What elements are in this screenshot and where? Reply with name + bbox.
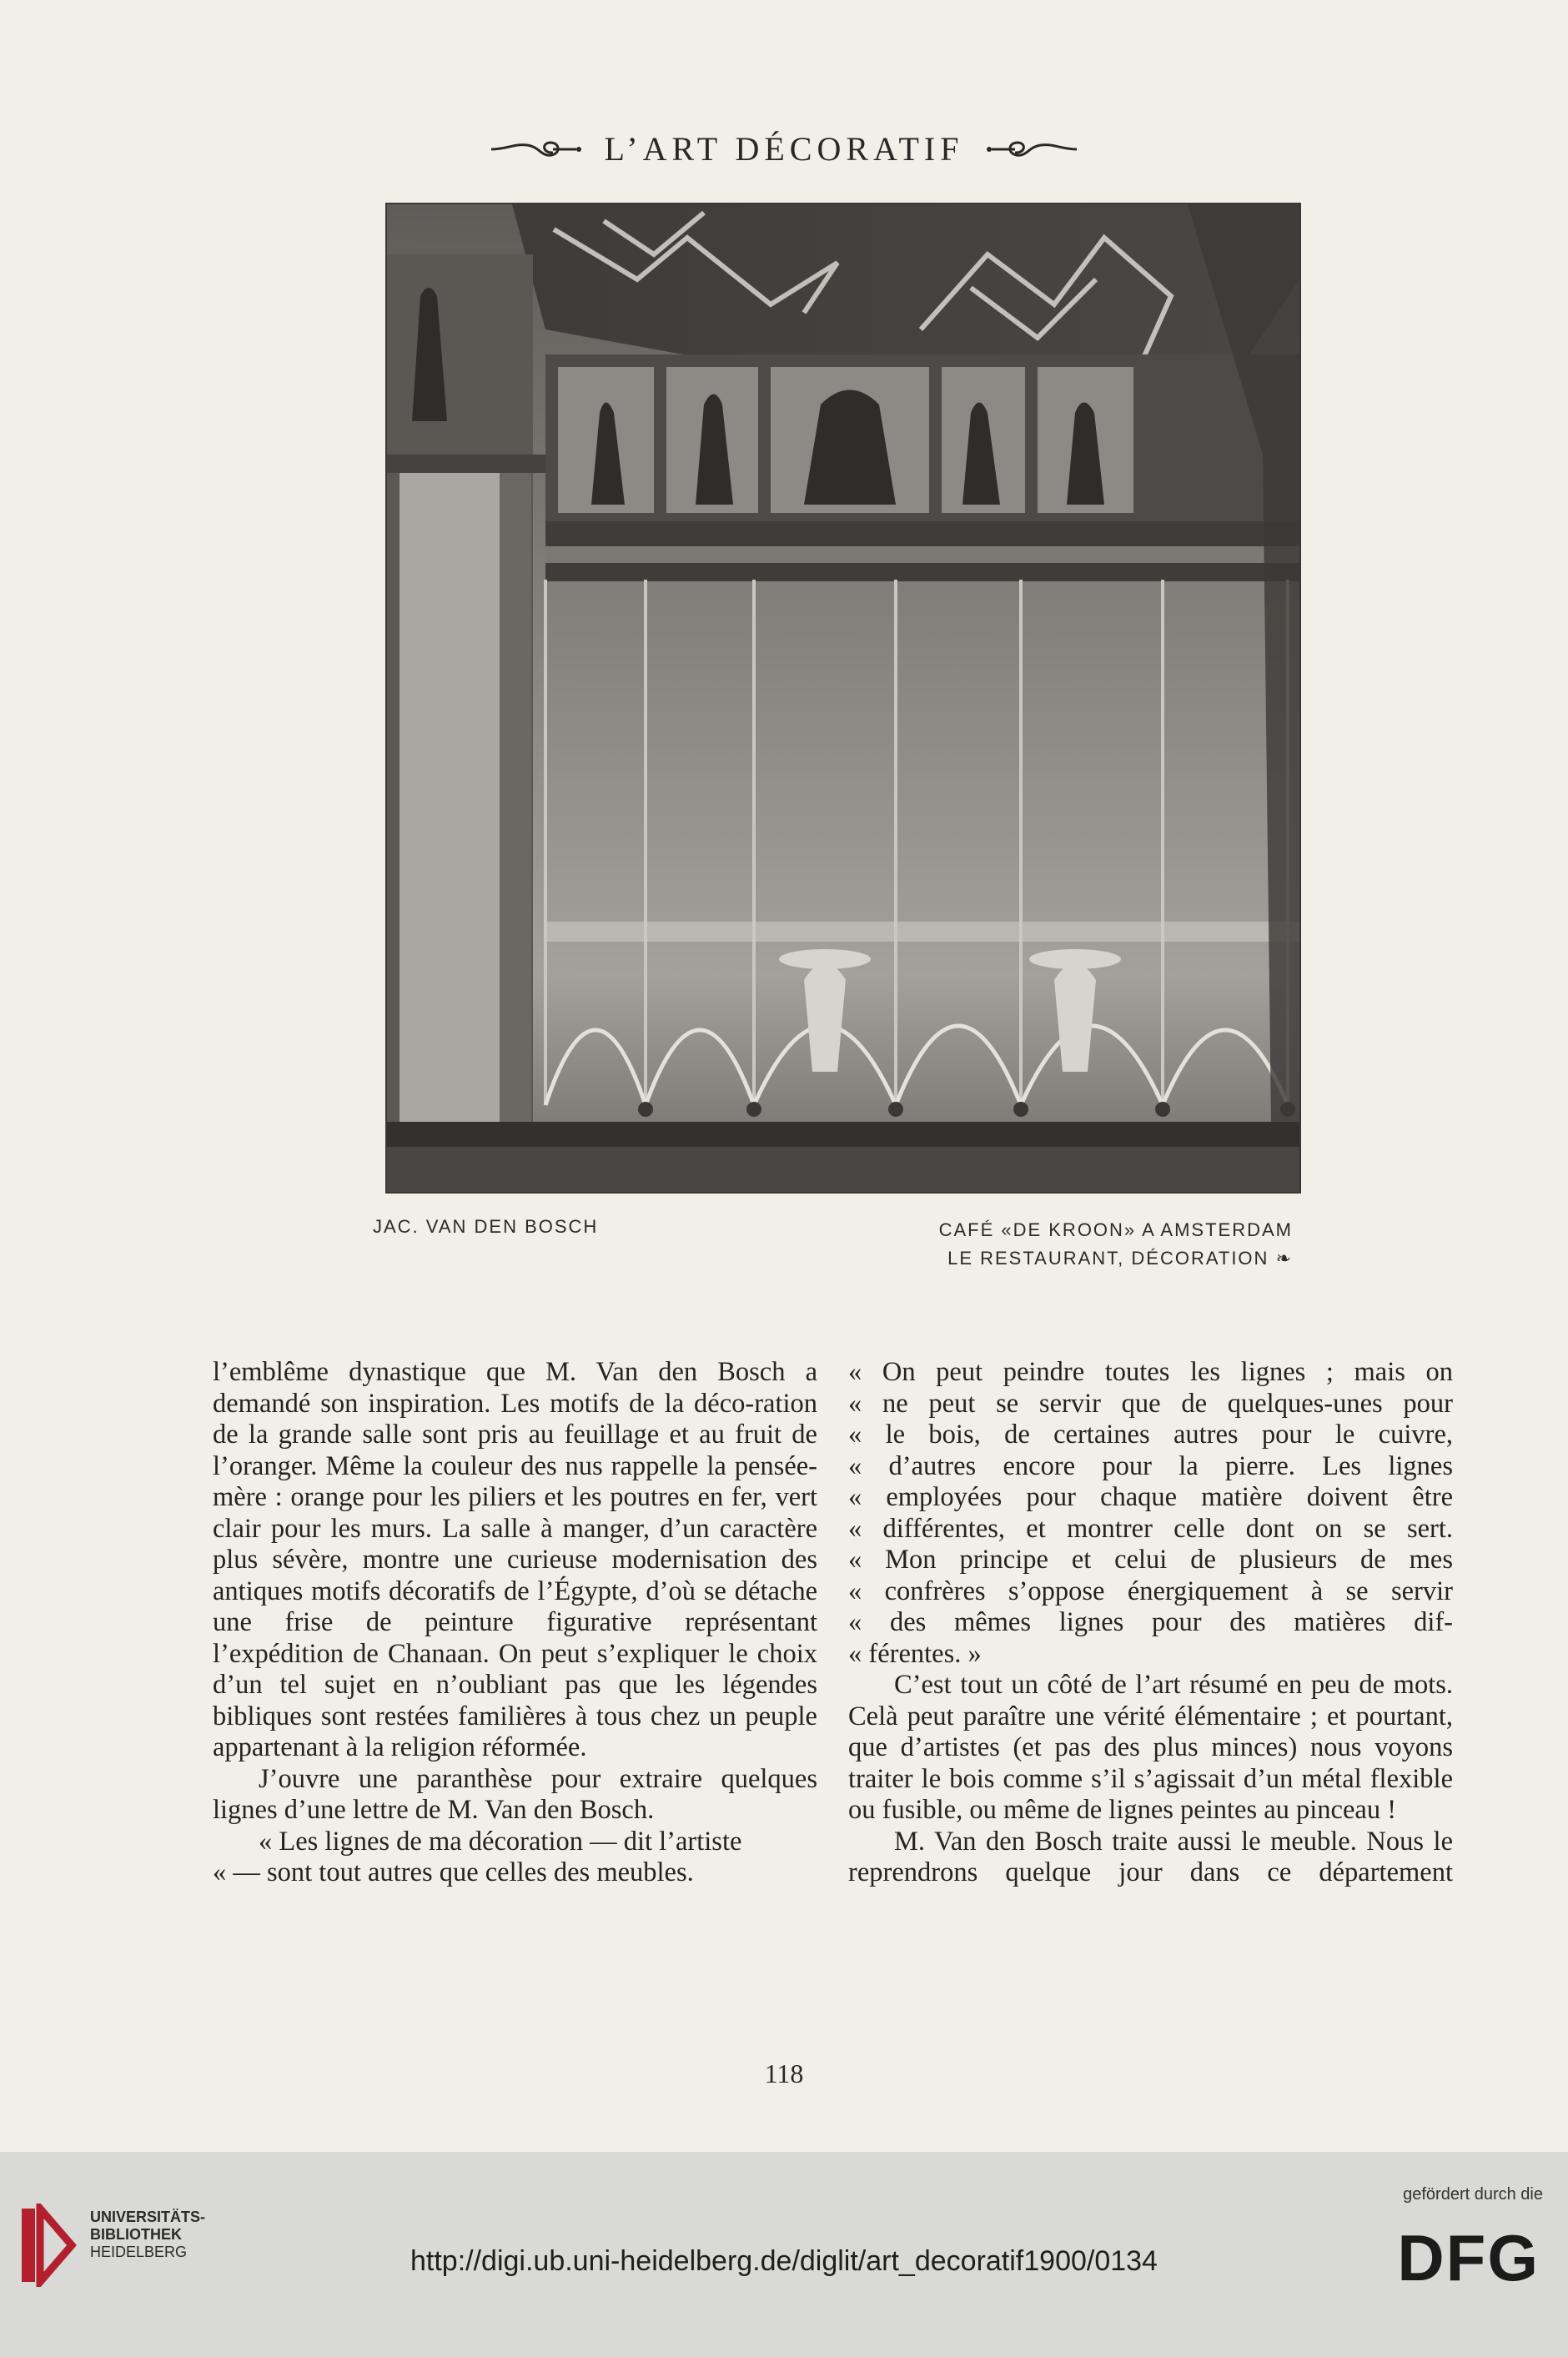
scroll-ornament-icon — [490, 135, 581, 163]
paragraph: J’ouvre une paranthèse pour extraire quelques lignes d’une lettre de M. Van den Bosch. — [213, 1763, 817, 1825]
plate-caption-line — [939, 1244, 1293, 1273]
interior-photograph — [385, 203, 1301, 1194]
quotation-line: « le bois, de certaines autres pour le cuivre, — [848, 1420, 1453, 1450]
quotation-line: « des mêmes lignes pour des matières dif- — [848, 1607, 1453, 1637]
paragraph: M. Van den Bosch traite aussi le meuble. Nous le reprendrons quelque jour dans ce département — [848, 1826, 1453, 1887]
funding-label: gefördert durch die — [1403, 2185, 1543, 2204]
library-name-line: BIBLIOTHEK — [90, 2226, 182, 2243]
page-number: 118 — [764, 2058, 804, 2088]
plate-caption-line: CAFÉ «DE KROON» A AMSTERDAM — [938, 1219, 1293, 1240]
plate-caption-text: LE RESTAURANT, DÉCORATION — [947, 1248, 1269, 1269]
quotation-line: « d’autres encore pour la pierre. Les lignes — [848, 1450, 1453, 1481]
paragraph: C’est tout un côté de l’art résumé en peu de mots. Celà peut paraître une vérité élémentaire ; et pourtant, que d’artistes (et pas des plus minces) nous voyons traiter le bois comme s’il s’agissait d’un métal flexible ou fusible, ou même de lignes peintes au pinceau ! — [848, 1670, 1453, 1825]
plate-caption-artist: JAC. VAN DEN BOSCH — [373, 1216, 599, 1237]
quotation-line: « Les lignes de ma décoration — dit l’artiste — [259, 1826, 742, 1857]
scroll-ornament-icon — [987, 135, 1078, 163]
fleuron-icon: ❧ — [1275, 1248, 1293, 1269]
dfg-logo: DFG — [1397, 2221, 1540, 2294]
permalink-url[interactable]: http://digi.ub.uni-heidelberg.de/diglit/art_decoratif1900/0134 — [410, 2245, 1158, 2277]
quotation-line: « On peut peindre toutes les lignes ; mais on — [848, 1357, 1453, 1387]
digitization-footer — [0, 2152, 1568, 2357]
library-name-line: UNIVERSITÄTS- — [90, 2209, 206, 2225]
quotation-line: « confrères s’oppose énergiquement à se servir — [848, 1576, 1453, 1606]
library-name-line: HEIDELBERG — [90, 2244, 188, 2260]
text-column-right — [848, 1357, 1453, 1889]
running-header — [0, 129, 1568, 168]
quotation-line: « employées pour chaque matière doivent être — [848, 1482, 1453, 1512]
quotation-line: « Mon principe et celui de plusieurs de mes — [848, 1545, 1453, 1575]
journal-title: L’ART DÉCORATIF — [604, 130, 964, 168]
quotation-line: « différentes, et montrer celle dont on se sert. — [848, 1513, 1453, 1544]
quotation-line: « férentes. » — [848, 1638, 982, 1669]
quotation-line: « ne peut se servir que de quelques-unes pour — [848, 1388, 1453, 1419]
paragraph: l’emblême dynastique que M. Van den Bosch a demandé son inspiration. Les motifs de la déco-ration de la grande salle sont pris au feuillage et au fruit de l’oranger. Même la couleur des nus rappelle la pensée-mère : orange pour les piliers et les poutres en fer, vert clair pour les murs. La salle à manger, d’un caractère plus sévère, montre une curieuse modernisation des antiques motifs décoratifs de l’Égypte, d’où se détache une frise de peinture figurative représentant l’expédition de Chanaan. On peut s’expliquer le choix d’un tel sujet en n’oubliant pas que les légendes bibliques sont restées familières à tous chez un peuple appartenant à la religion réformée. — [213, 1357, 817, 1762]
plate-caption-title — [939, 1216, 1293, 1273]
quotation-line: « — sont tout autres que celles des meubles. — [213, 1857, 694, 1887]
text-column-left — [213, 1357, 817, 1889]
